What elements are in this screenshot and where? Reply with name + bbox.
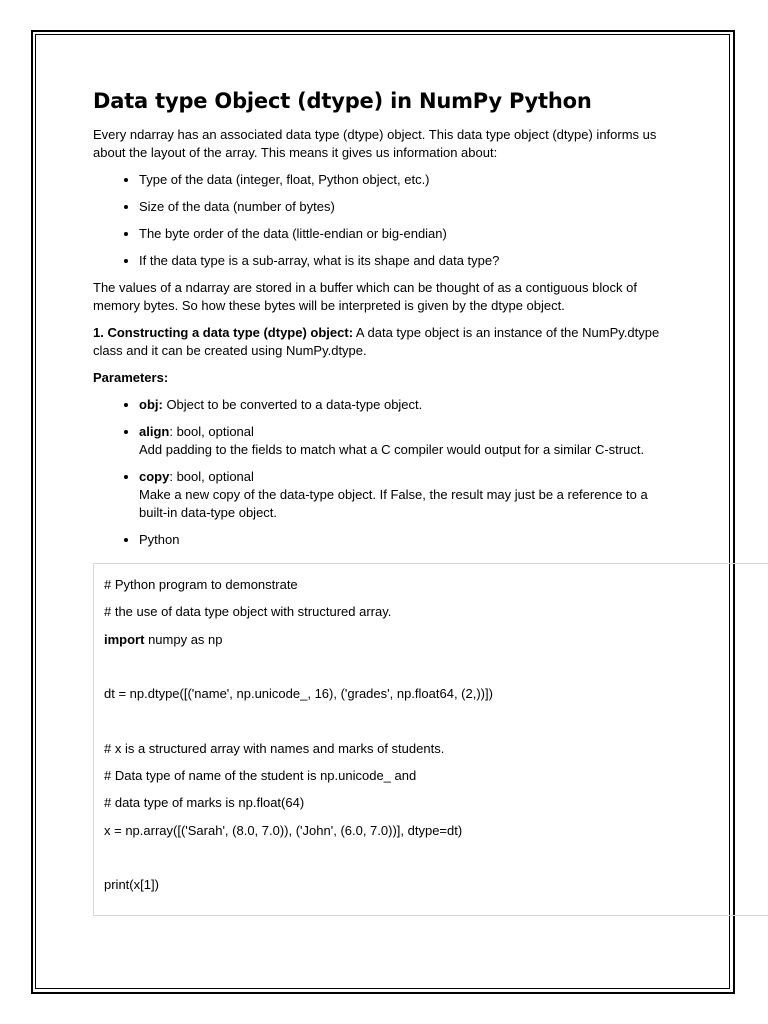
parameters-list: [93, 396, 663, 549]
parameters-heading: Parameters:: [93, 370, 169, 385]
code-block: [93, 563, 768, 916]
code-line: dt = np.dtype([('name', np.unicode_, 16), ('grades', np.float64, (2,))]): [104, 686, 493, 702]
info-list: [93, 171, 663, 270]
document-body: [93, 86, 663, 558]
code-line: # the use of data type object with structured array.: [104, 604, 392, 620]
code-keyword: import: [104, 631, 145, 647]
param-copy: [139, 468, 663, 522]
code-line: print(x[1]): [104, 877, 159, 893]
section1-paragraph: [93, 324, 663, 360]
code-line: # Python program to demonstrate: [104, 577, 298, 592]
section1-heading: 1. Constructing a data type (dtype) object:: [93, 325, 354, 340]
intro-paragraph: Every ndarray has an associated data type (dtype) object. This data type object (dtype) informs us about the layout of the array. This means it gives us information about:: [93, 127, 657, 160]
list-item: • If the data type is a sub-array, what is its shape and data type?: [139, 252, 663, 270]
code-line: # x is a structured array with names and marks of students.: [104, 740, 445, 756]
param-obj-desc: Object to be converted to a data-type object.: [162, 397, 423, 412]
list-item: • Size of the data (number of bytes): [139, 198, 663, 216]
code-line: import numpy as np: [104, 631, 223, 647]
list-item: • Type of the data (integer, float, Python object, etc.): [139, 171, 663, 189]
param-obj-name: obj:: [139, 397, 163, 412]
param-align-type: : bool, optional: [169, 424, 254, 439]
buffer-paragraph: The values of a ndarray are stored in a buffer which can be thought of as a contiguous block of memory bytes. So how these bytes will be interpreted is given by the dtype object.: [93, 280, 637, 313]
code-line: x = np.array([('Sarah', (8.0, 7.0)), ('John', (6.0, 7.0))], dtype=dt): [104, 822, 463, 838]
section1-text: A data type object is an instance of the NumPy.dtype class and it can be created using NumPy.dtype.: [93, 325, 660, 358]
page-title: Data type Object (dtype) in NumPy Python: [93, 89, 592, 113]
param-obj: [139, 396, 663, 414]
param-align-desc: Add padding to the fields to match what a C compiler would output for a similar C-struct.: [139, 442, 645, 457]
list-item: • The byte order of the data (little-endian or big-endian): [139, 225, 663, 243]
code-line: # data type of marks is np.float(64): [104, 795, 305, 811]
param-align-name: align: [139, 424, 170, 439]
code-blank-line: [104, 849, 768, 867]
param-copy-type: : bool, optional: [169, 469, 254, 484]
param-copy-desc: Make a new copy of the data-type object. If False, the result may just be a reference to a built-in data-type object.: [139, 487, 648, 520]
code-line: # Data type of name of the student is np.unicode_ and: [104, 768, 417, 784]
code-blank-line: [104, 658, 768, 676]
list-item-python: • Python: [139, 531, 663, 549]
code-blank-line: [104, 712, 768, 730]
param-align: [139, 423, 663, 459]
param-copy-name: copy: [139, 469, 170, 484]
